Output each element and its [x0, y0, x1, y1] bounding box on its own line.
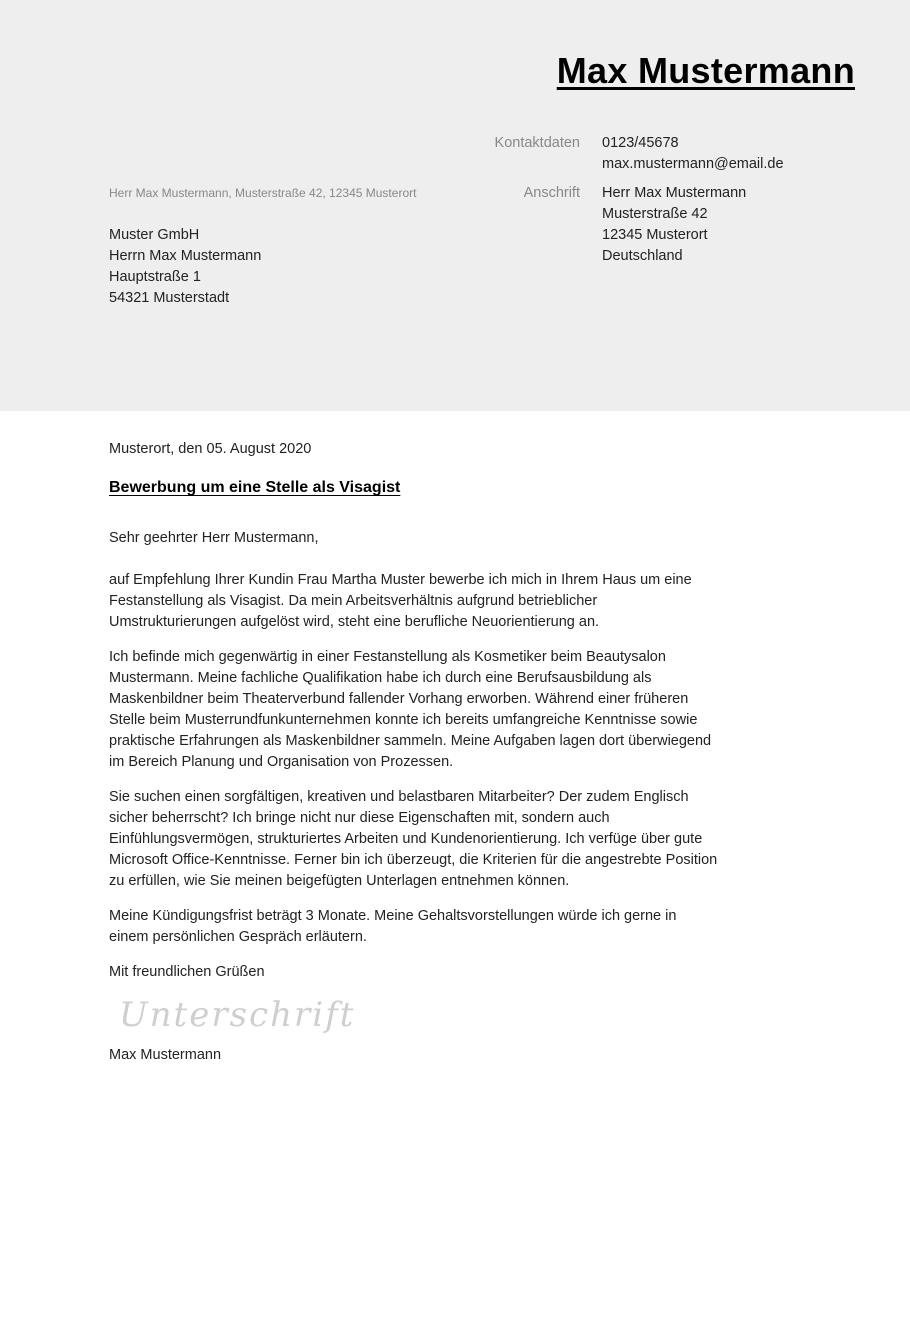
paragraph: Meine Kündigungsfrist beträgt 3 Monate. Meine Gehaltsvorstellungen würde ich gerne in einem persönlichen Gespräch erläutern.	[109, 908, 677, 945]
phone-number: 0123/45678	[602, 135, 679, 151]
recipient-line: Hauptstraße 1	[109, 269, 201, 285]
contact-values	[602, 133, 784, 175]
letter-subject: Bewerbung um eine Stelle als Visagist	[109, 479, 401, 496]
address-label: Anschrift	[523, 185, 580, 201]
salutation: Sehr geehrter Herr Mustermann,	[109, 530, 319, 546]
address-line: Herr Max Mustermann	[602, 185, 747, 201]
address-values	[602, 183, 746, 267]
paragraph: Sie suchen einen sorgfältigen, kreativen und belastbaren Mitarbeiter? Der zudem Englisch sicher beherrscht? Ich bringe nicht nur diese Eigenschaften mit, sondern auch Einfühlungsvermögen, strukturiertes Arbeiten und Kundenorientierung. Ich verfüge über gute Microsoft Office-Kenntnisse. Ferner bin ich überzeugt, die Kriterien für die angestrebte Position zu erfüllen, wie Sie meinen beigefügten Unterlagen entnehmen können.	[109, 789, 718, 889]
paragraph: Ich befinde mich gegenwärtig in einer Festanstellung als Kosmetiker beim Beautysalon Mustermann. Meine fachliche Qualifikation habe ich durch eine Berufsausbildung als Maskenbildner beim Theaterverbund fallender Vorhang erworben. Während einer früheren Stelle beim Musterrundfunkunternehmen konnte ich bereits umfangreiche Kenntnisse sowie praktische Erfahrungen als Maskenbildner sammeln. Meine Aufgaben lagen dort überwiegend im Bereich Planung und Organisation von Prozessen.	[109, 649, 712, 770]
applicant-name: Max Mustermann	[556, 50, 855, 91]
recipient-line: Herrn Max Mustermann	[109, 248, 262, 264]
letter-date: Musterort, den 05. August 2020	[109, 441, 312, 457]
email-address: max.mustermann@email.de	[602, 156, 784, 172]
contact-info	[440, 133, 860, 275]
address-line: 12345 Musterort	[602, 227, 708, 243]
recipient-line: Muster GmbH	[109, 227, 200, 243]
paragraph: auf Empfehlung Ihrer Kundin Frau Martha Muster bewerbe ich mich in Ihrem Haus um eine Festanstellung als Visagist. Da mein Arbeitsverhältnis aufgrund betrieblicher Umstrukturierungen aufgelöst wird, steht eine berufliche Neuorientierung an.	[109, 572, 692, 630]
letterhead	[0, 0, 910, 411]
recipient-address	[109, 225, 261, 309]
contact-row	[440, 133, 860, 175]
signature-placeholder: Unterschrift	[119, 995, 356, 1035]
recipient-line: 54321 Musterstadt	[109, 290, 230, 306]
signer-name: Max Mustermann	[109, 1047, 222, 1063]
closing: Mit freundlichen Grüßen	[109, 964, 265, 980]
address-row	[440, 183, 860, 267]
sender-return-address: Herr Max Mustermann, Musterstraße 42, 12345 Musterort	[109, 186, 417, 200]
address-line: Deutschland	[602, 248, 683, 264]
letter-body	[109, 439, 719, 1066]
address-line: Musterstraße 42	[602, 206, 708, 222]
contact-label: Kontaktdaten	[494, 135, 580, 151]
